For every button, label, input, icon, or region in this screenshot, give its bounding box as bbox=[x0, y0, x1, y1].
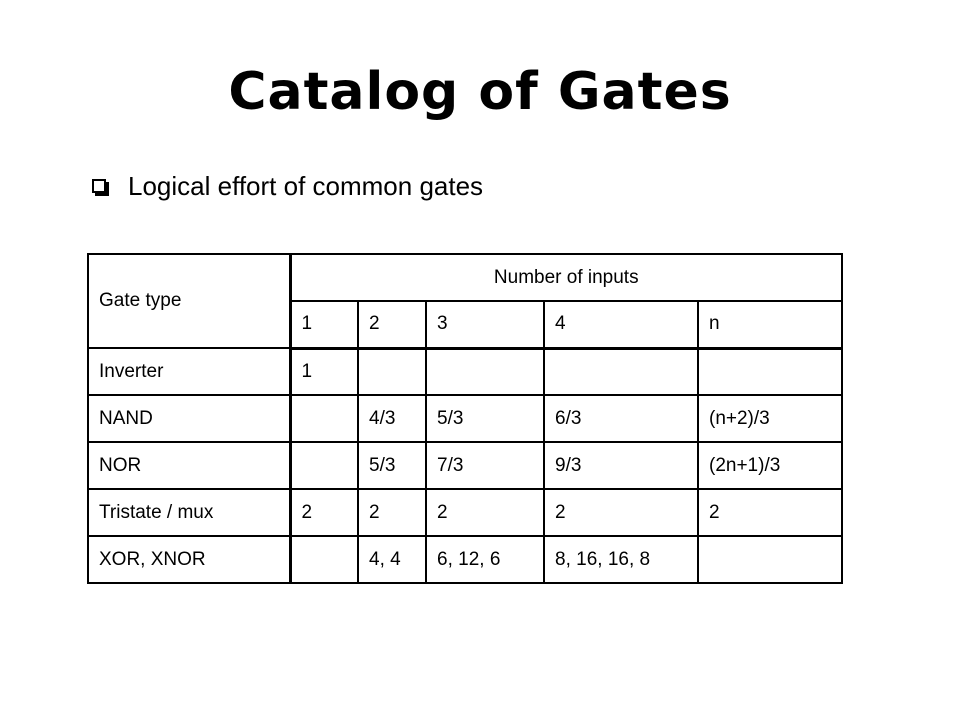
table-cell: 8, 16, 16, 8 bbox=[544, 536, 698, 583]
table-cell: 7/3 bbox=[426, 442, 544, 489]
table-header-row bbox=[88, 254, 842, 301]
bullet-item bbox=[92, 166, 483, 206]
row-gate-name: NOR bbox=[88, 442, 290, 489]
table-cell: 1 bbox=[290, 348, 358, 395]
table-cell bbox=[358, 348, 426, 395]
table-cell bbox=[290, 395, 358, 442]
table-cell bbox=[290, 442, 358, 489]
checkbox-bullet-icon bbox=[92, 179, 106, 193]
table-row bbox=[88, 442, 842, 489]
table-cell: (2n+1)/3 bbox=[698, 442, 842, 489]
slide-title: Catalog of Gates bbox=[228, 62, 732, 122]
table-cell: 2 bbox=[426, 489, 544, 536]
table-cell bbox=[698, 536, 842, 583]
row-gate-name: XOR, XNOR bbox=[88, 536, 290, 583]
table-cell: 2 bbox=[290, 489, 358, 536]
header-input-count: 3 bbox=[426, 301, 544, 348]
bullet-text: Logical effort of common gates bbox=[128, 170, 484, 201]
table-cell: 2 bbox=[358, 489, 426, 536]
header-number-of-inputs: Number of inputs bbox=[290, 254, 842, 301]
logical-effort-table bbox=[87, 253, 843, 584]
table-cell bbox=[290, 536, 358, 583]
header-input-count: 2 bbox=[358, 301, 426, 348]
table-cell: 6/3 bbox=[544, 395, 698, 442]
row-gate-name: NAND bbox=[88, 395, 290, 442]
table-row bbox=[88, 536, 842, 583]
table-row bbox=[88, 489, 842, 536]
header-input-count: 1 bbox=[290, 301, 358, 348]
header-input-count: 4 bbox=[544, 301, 698, 348]
table-cell: 5/3 bbox=[358, 442, 426, 489]
table-cell: 5/3 bbox=[426, 395, 544, 442]
header-input-count: n bbox=[698, 301, 842, 348]
table-cell: 6, 12, 6 bbox=[426, 536, 544, 583]
header-gate-type: Gate type bbox=[88, 254, 290, 348]
table-cell bbox=[544, 348, 698, 395]
table-cell: 2 bbox=[698, 489, 842, 536]
table-cell: 9/3 bbox=[544, 442, 698, 489]
table-cell: 4, 4 bbox=[358, 536, 426, 583]
table-cell: (n+2)/3 bbox=[698, 395, 842, 442]
row-gate-name: Inverter bbox=[88, 348, 290, 395]
row-gate-name: Tristate / mux bbox=[88, 489, 290, 536]
table-cell bbox=[698, 348, 842, 395]
table-cell bbox=[426, 348, 544, 395]
table-row bbox=[88, 348, 842, 395]
table-cell: 2 bbox=[544, 489, 698, 536]
table-cell: 4/3 bbox=[358, 395, 426, 442]
table-row bbox=[88, 395, 842, 442]
